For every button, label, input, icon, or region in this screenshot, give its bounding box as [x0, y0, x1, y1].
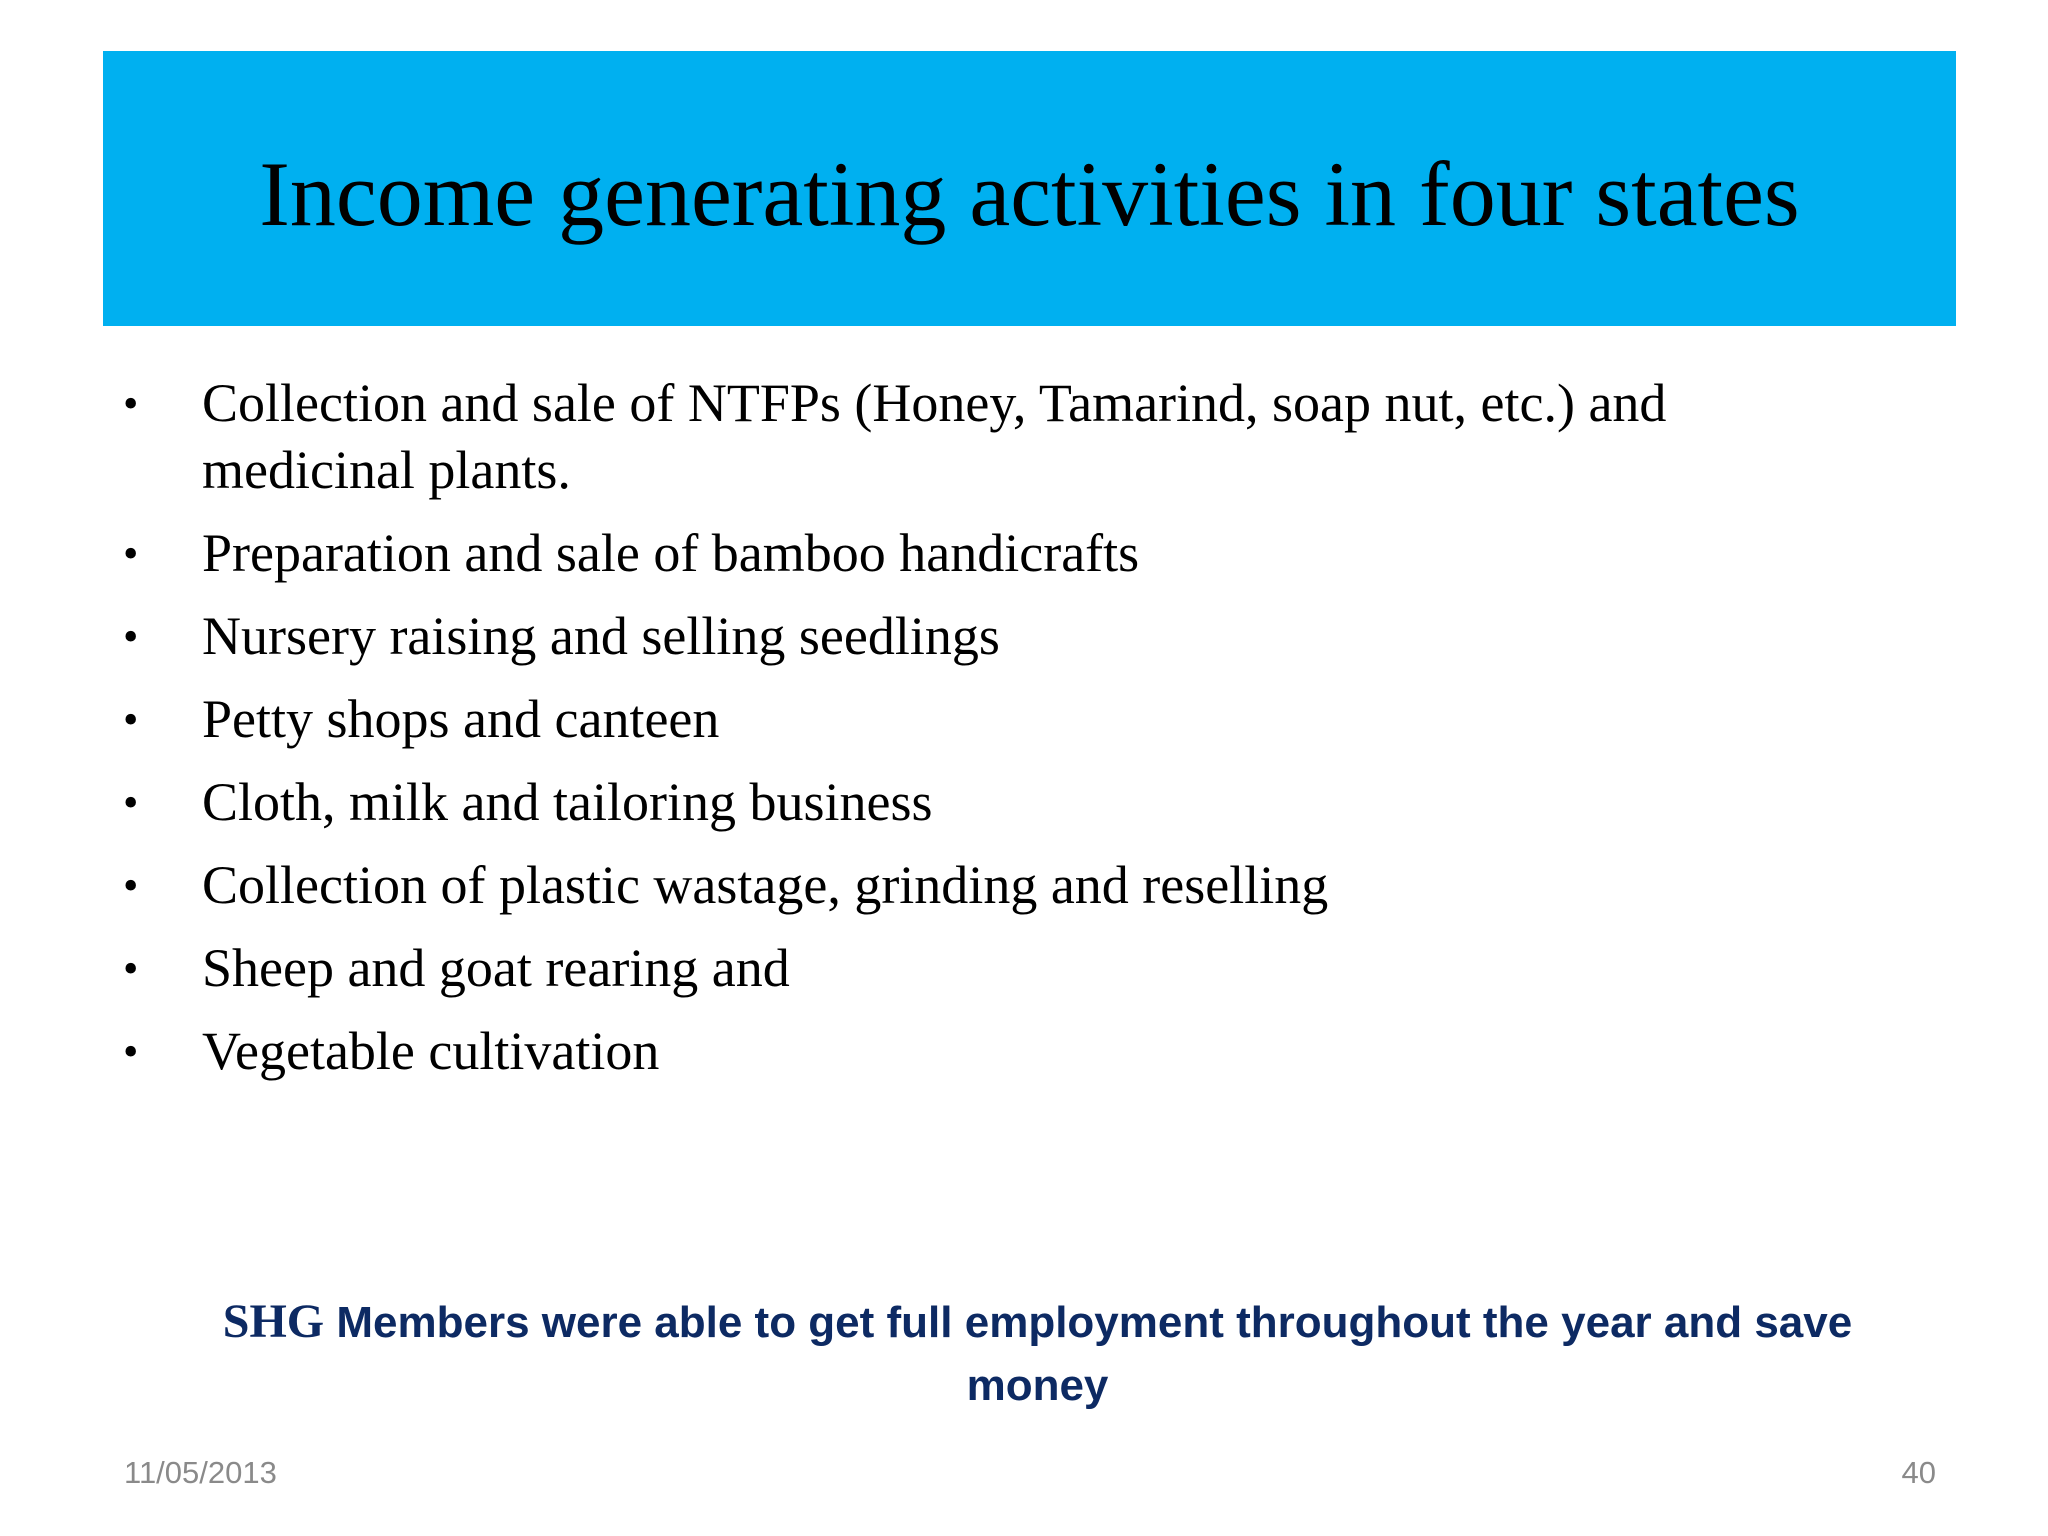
bullet-icon: • [123, 379, 139, 428]
bullet-text: Petty shops and canteen [202, 689, 720, 749]
slide-title: Income generating activities in four states [259, 142, 1800, 245]
footer-date: 11/05/2013 [124, 1455, 277, 1490]
bullet-icon: • [123, 695, 139, 744]
bullet-icon: • [123, 778, 139, 827]
bullet-item [120, 1018, 1820, 1085]
title-banner [103, 51, 1956, 326]
conclusion-rest: Members were able to get full employment throughout the year and save money [324, 1298, 1853, 1410]
bullet-item [120, 769, 1820, 836]
bullet-text: Collection of plastic wastage, grinding and reselling [202, 855, 1329, 915]
bullet-icon: • [123, 944, 139, 993]
bullet-item [120, 686, 1820, 753]
bullet-list [120, 370, 1820, 1101]
conclusion-statement [150, 1290, 1925, 1417]
bullet-icon: • [123, 612, 139, 661]
bullet-item [120, 852, 1820, 919]
bullet-item [120, 603, 1820, 670]
bullet-item [120, 935, 1820, 1002]
bullet-item [120, 520, 1820, 587]
bullet-item [120, 370, 1820, 504]
bullet-text: Vegetable cultivation [202, 1021, 660, 1081]
bullet-text: Preparation and sale of bamboo handicrafts [202, 523, 1140, 583]
conclusion-lead: SHG [222, 1295, 325, 1348]
bullet-text: Sheep and goat rearing and [202, 938, 790, 998]
bullet-icon: • [123, 529, 139, 578]
bullet-icon: • [123, 1027, 139, 1076]
bullet-text: Collection and sale of NTFPs (Honey, Tamarind, soap nut, etc.) and medicinal plants. [202, 373, 1667, 500]
bullet-text: Cloth, milk and tailoring business [202, 772, 933, 832]
slide-number: 40 [1901, 1455, 1936, 1490]
bullet-icon: • [123, 861, 139, 910]
bullet-text: Nursery raising and selling seedlings [202, 606, 1000, 666]
